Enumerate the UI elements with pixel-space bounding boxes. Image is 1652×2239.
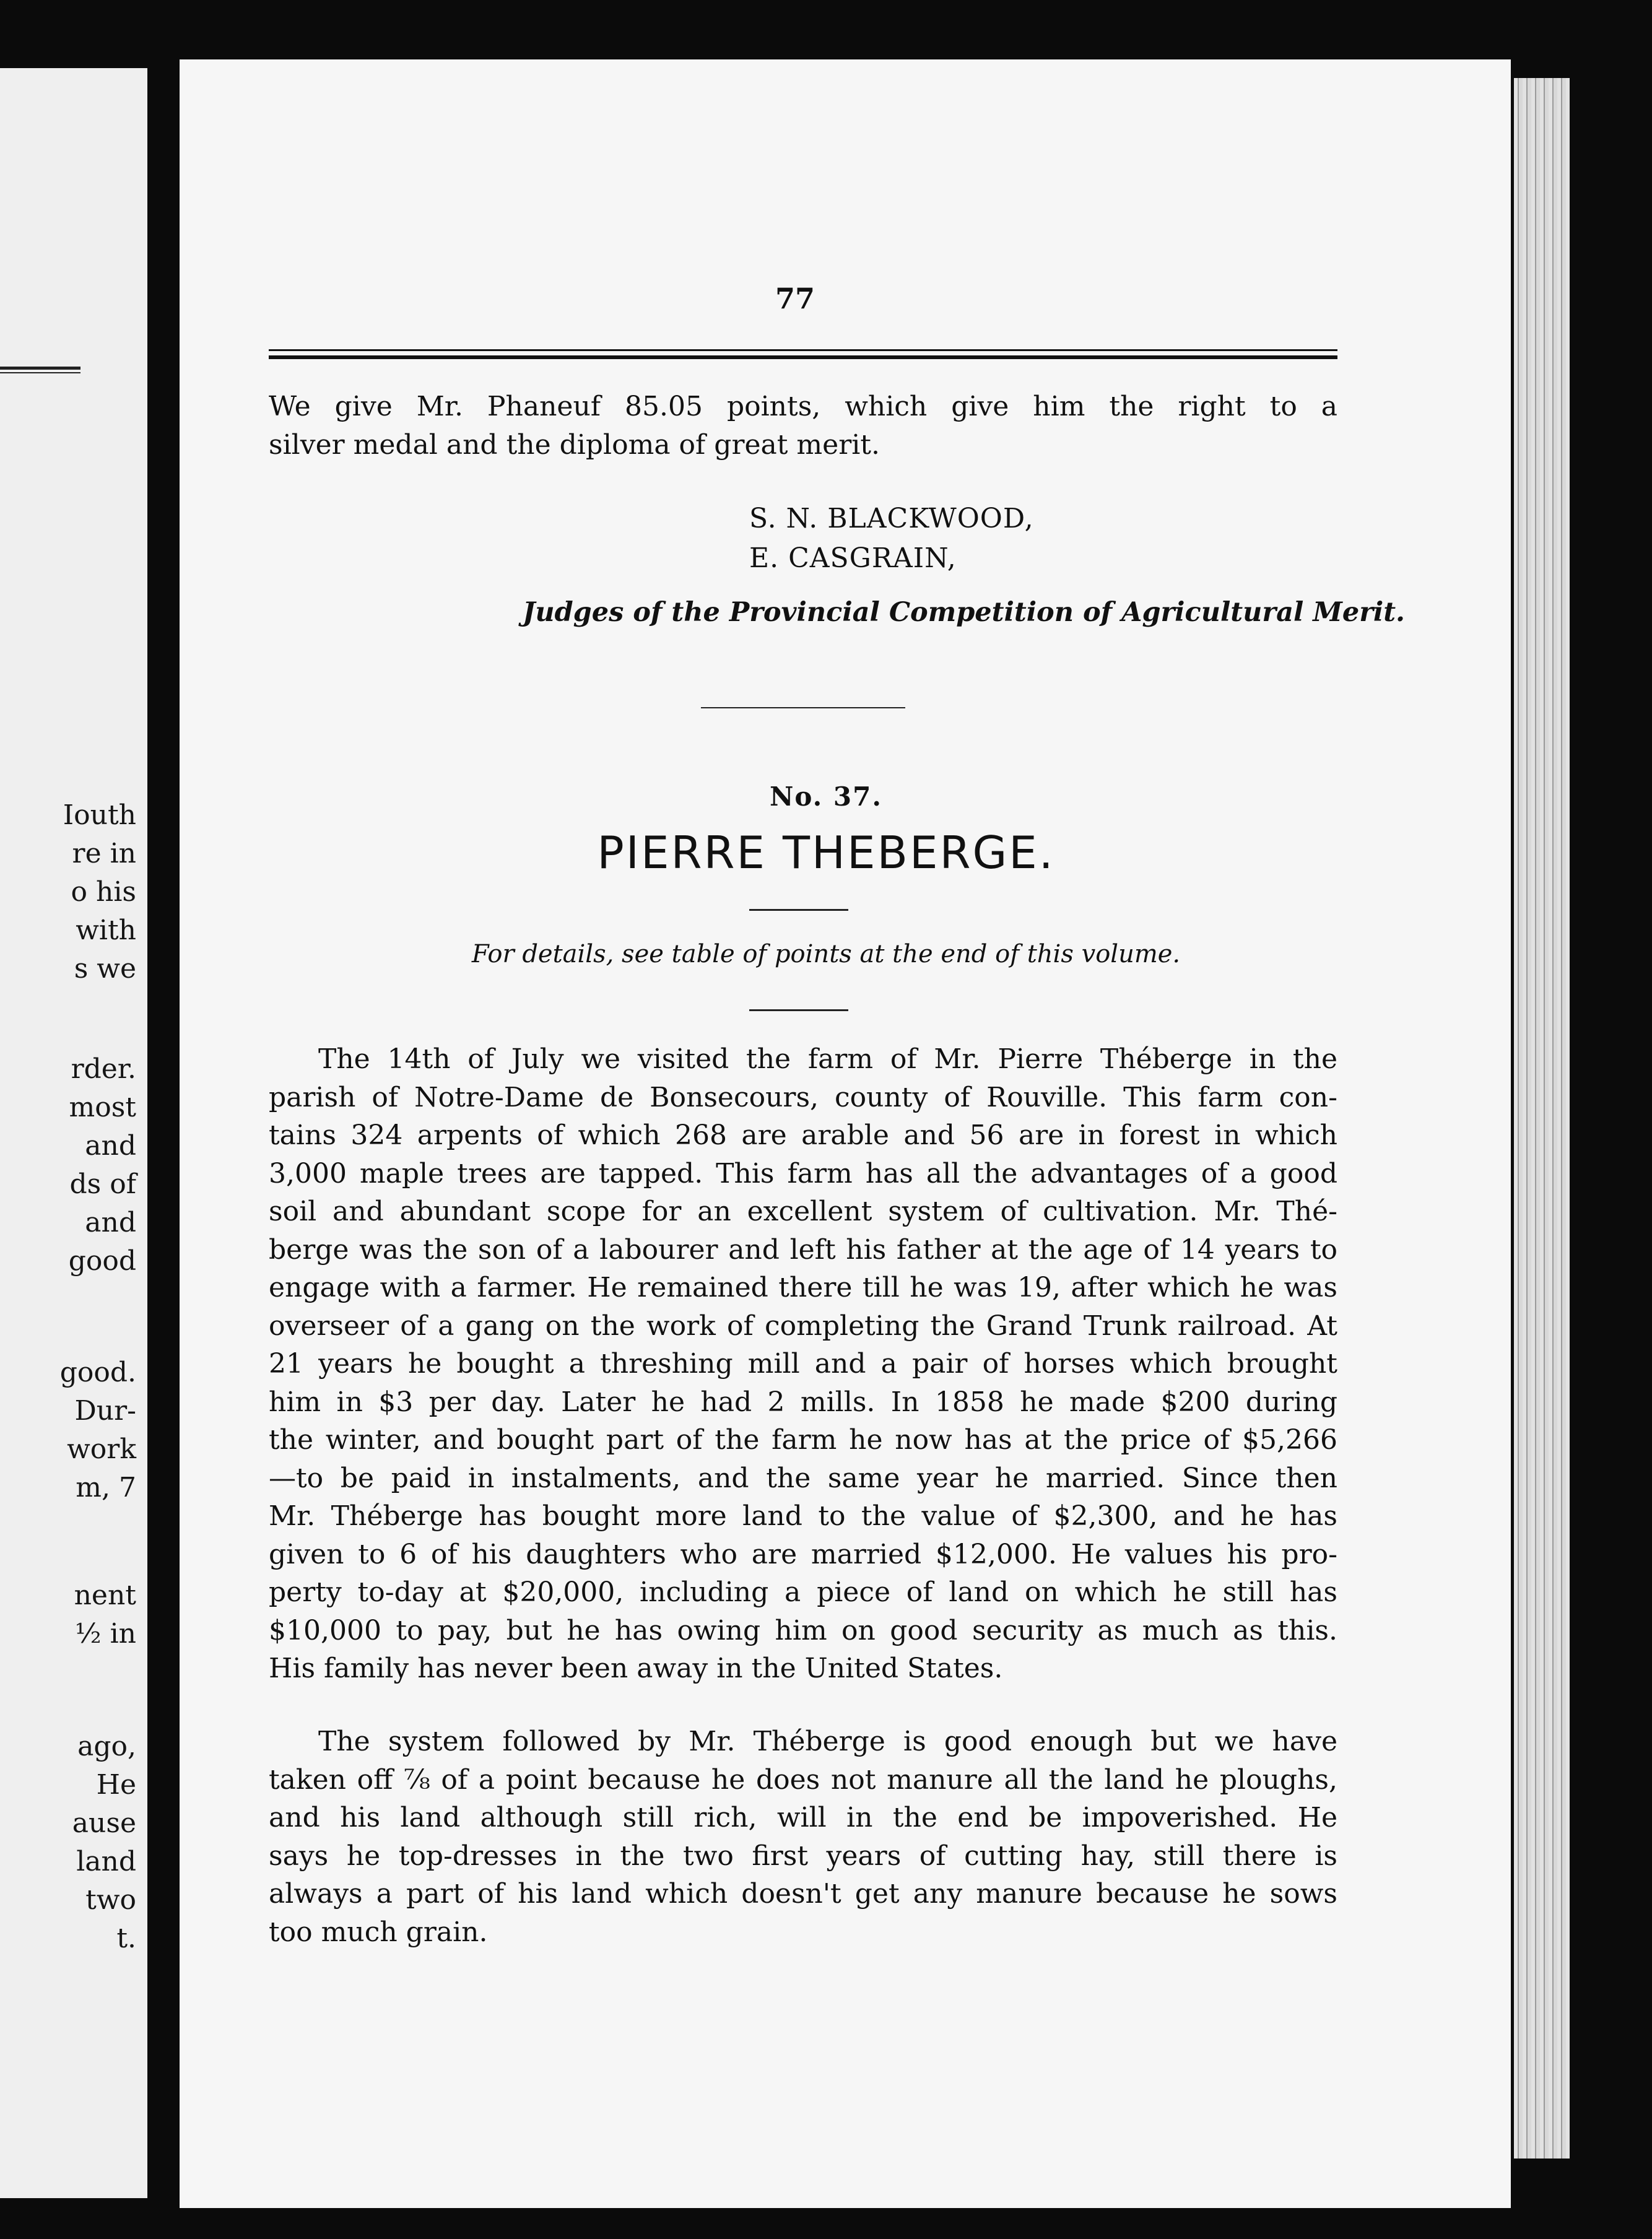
judges-caption: Judges of the Provincial Competition of Agricultural Merit. [523,597,1406,628]
left-page-text: o his [71,876,136,908]
left-page-text: rder. [71,1053,136,1085]
text-line: Mr. Théberge has bought more land to the value of $2,300, and he has [269,1500,1337,1532]
section-divider [701,707,905,708]
text-line: The 14th of July we visited the farm of Mr. Pierre Théberge in the [318,1043,1337,1075]
left-page-text: and [85,1130,136,1162]
left-page-text: ago, [77,1731,136,1762]
intro-line: silver medal and the diploma of great merit. [269,429,880,461]
text-line: His family has never been away in the United States. [269,1653,1003,1684]
text-line: parish of Notre-Dame de Bonsecours, county of Rouville. This farm con- [269,1081,1337,1113]
text-line: too much grain. [269,1916,488,1948]
text-line: given to 6 of his daughters who are married $12,000. He values his pro- [269,1538,1337,1570]
text-line: overseer of a gang on the work of completing the Grand Trunk railroad. At [269,1310,1337,1342]
text-line: the winter, and bought part of the farm he now has at the price of $5,266 [269,1424,1337,1456]
left-page-text: good [68,1245,136,1277]
intro-line: We give Mr. Phaneuf 85.05 points, which give him the right to a [269,391,1337,422]
left-page-text: with [76,915,136,946]
left-page-text: ½ in [74,1618,136,1650]
title-rule [749,909,848,911]
text-line: perty to-day at $20,000, including a piece of land on which he still has [269,1576,1337,1608]
page-edge [1514,78,1570,2159]
details-note: For details, see table of points at the end of this volume. [471,940,1181,968]
left-page-text: work [67,1433,136,1465]
left-page-text: good. [59,1357,136,1388]
left-page-fragment [0,68,147,2198]
left-page-text: Dur- [74,1395,136,1427]
text-line: always a part of his land which doesn't get any manure because he sows [269,1878,1337,1910]
left-page-text: nent [74,1580,136,1611]
left-page-text: m, 7 [76,1472,136,1503]
left-page-text: re in [72,838,136,869]
left-page-text: s we [74,953,136,985]
text-line: tains 324 arpents of which 268 are arable and 56 are in forest in which [269,1120,1337,1151]
text-line: berge was the son of a labourer and left his father at the age of 14 years to [269,1233,1337,1266]
text-line: him in $3 per day. Later he had 2 mills. In 1858 he made $200 during [269,1386,1337,1418]
text-line: $10,000 to pay, but he has owing him on good security as much as this. [269,1614,1337,1646]
text-line: 21 years he bought a threshing mill and a pair of horses which brought [269,1348,1337,1380]
left-page-text: Iouth [63,799,136,831]
text-line: and his land although still rich, will in the end be impoverished. He [269,1802,1337,1833]
left-page-text: t. [116,1923,136,1954]
text-line: taken off ⅞ of a point because he does not manure all the land he ploughs, [269,1763,1337,1796]
left-page-text: He [96,1769,136,1801]
text-line: soil and abundant scope for an excellent system of cultivation. Mr. Thé- [269,1196,1337,1227]
text-line: 3,000 maple trees are tapped. This farm has all the advantages of a good [269,1157,1337,1189]
text-line: The system followed by Mr. Théberge is good enough but we have [318,1726,1337,1757]
left-page-rule [0,367,80,373]
page-number: 77 [775,282,815,315]
left-page-text: most [69,1092,136,1123]
signature: E. CASGRAIN, [749,542,957,574]
left-page-text: land [76,1846,136,1877]
text-line: engage with a farmer. He remained there till he was 19, after which he was [269,1272,1337,1303]
signature: S. N. BLACKWOOD, [749,503,1034,534]
text-line: —to be paid in instalments, and the same year he married. Since then [269,1462,1337,1494]
left-page-text: ds of [69,1168,136,1200]
entry-number: No. 37. [770,781,882,812]
left-page-text: ause [72,1807,136,1839]
entry-title: PIERRE THEBERGE. [597,827,1055,879]
text-line: says he top-dresses in the two first years of cutting hay, still there is [269,1840,1337,1872]
header-rule [269,349,1337,359]
left-page-text: and [85,1207,136,1238]
left-page-text: two [85,1884,136,1916]
details-rule [749,1009,848,1011]
